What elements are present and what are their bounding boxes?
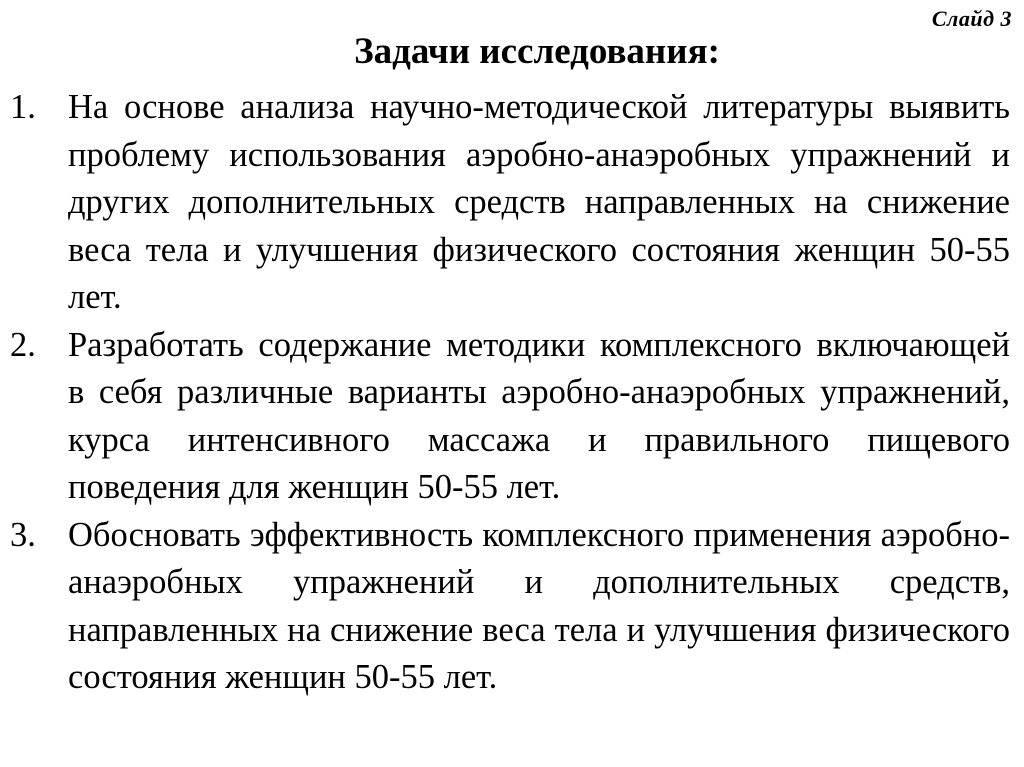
list-item-number: 3.	[10, 515, 36, 554]
slide-title: Задачи исследования:	[354, 31, 720, 72]
list-item-number: 2.	[10, 325, 36, 364]
list-item	[0, 322, 1024, 512]
list-item-text: Обосновать эффективность комплексного применения аэробно-анаэробных упражнений и дополнительных средств, направленных на снижение веса тела и улучшения физического состояния женщин 50-55 лет.	[68, 515, 1010, 696]
list-item-text: Разработать содержание методики комплексного включающей в себя различные варианты аэробно-анаэробных упражнений, курса интенсивного массажа и правильного пищевого поведения для женщин 50-55 лет.	[68, 325, 1010, 506]
list-item	[0, 84, 1024, 322]
research-tasks-list	[0, 84, 1024, 702]
list-item-text: На основе анализа научно-методической литературы выявить проблему использования аэробно-анаэробных упражнений и других дополнительных средств направленных на снижение веса тела и улучшения физического состояния женщин 50-55 лет.	[68, 88, 1010, 316]
slide-number: Слайд 3	[931, 6, 1012, 31]
list-item-number: 1.	[10, 88, 36, 126]
list-item	[0, 512, 1024, 702]
